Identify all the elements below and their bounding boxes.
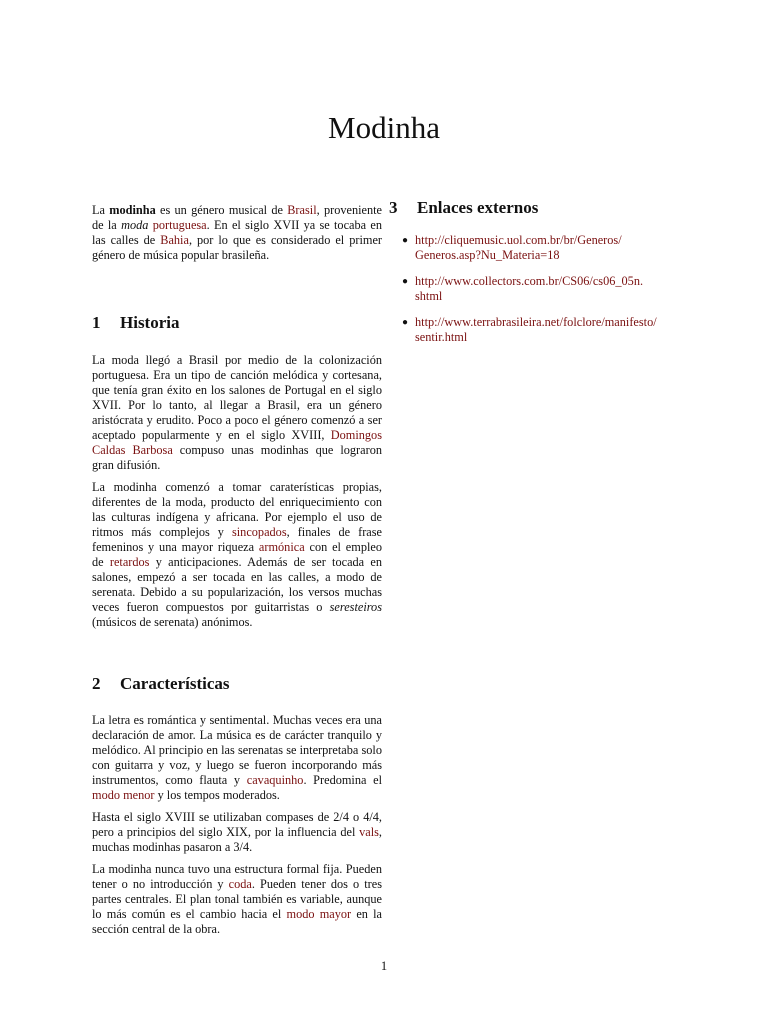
section-title: Características	[120, 674, 230, 693]
bullet-icon: ●	[402, 276, 409, 287]
link-retardos[interactable]: retardos	[109, 555, 150, 569]
list-item	[389, 233, 679, 263]
intro-paragraph	[92, 203, 382, 263]
external-links-list	[389, 233, 679, 345]
section-number: 3	[389, 198, 398, 217]
intro-italic-moda: moda	[121, 218, 149, 232]
link-line: sentir.html	[415, 330, 468, 344]
historia-paragraph-2	[92, 480, 382, 630]
external-link-collectors[interactable]	[415, 274, 643, 303]
link-sincopados[interactable]: sincopados	[231, 525, 287, 539]
external-link-terrabrasileira[interactable]	[415, 315, 657, 344]
caracteristicas-paragraph-2	[92, 810, 382, 855]
list-item	[389, 274, 679, 304]
bullet-icon: ●	[402, 317, 409, 328]
historia-paragraph-1	[92, 353, 382, 473]
link-modo-mayor[interactable]: modo mayor	[286, 907, 352, 921]
paragraph-text: en la sección central de la obra.	[92, 907, 383, 936]
link-brasil[interactable]: Brasil	[287, 203, 317, 217]
paragraph-text: La modinha nunca tuvo una estructura formal fija. Pueden tener o no introducción y	[92, 862, 382, 891]
section-number: 2	[92, 674, 101, 693]
intro-text: , por lo que es considerado el primer género de música popular brasileña.	[92, 233, 382, 262]
bullet-icon: ●	[402, 235, 409, 246]
external-link-cliquemusic[interactable]	[415, 233, 622, 262]
caracteristicas-paragraph-1	[92, 713, 382, 803]
paragraph-text: , muchas modinhas pasaron a 3/4.	[92, 825, 382, 854]
section-heading-enlaces	[389, 200, 679, 215]
list-item	[389, 315, 679, 345]
link-vals[interactable]: vals	[359, 825, 379, 839]
link-bahia[interactable]: Bahia	[160, 233, 189, 247]
link-armonica[interactable]: armónica	[258, 540, 305, 554]
section-heading-caracteristicas	[92, 676, 382, 691]
link-modo-menor[interactable]: modo menor	[92, 788, 155, 802]
intro-text: La	[92, 203, 110, 217]
link-cavaquinho[interactable]: cavaquinho	[246, 773, 304, 787]
caracteristicas-paragraph-3	[92, 862, 382, 937]
paragraph-text: La letra es romántica y sentimental. Muchas veces era una declaración de amor. La música es de carácter tranquilo y melódico. Al principio en las serenatas se interpretaba solo con guitarra y voz, y luego se fueron incorporando más instrumentos, como flauta y	[92, 713, 382, 787]
paragraph-text: , finales de frase femeninos y una mayor riqueza	[92, 525, 382, 554]
link-coda[interactable]: coda	[228, 877, 252, 891]
page-number: 1	[380, 959, 388, 973]
paragraph-text: La moda llegó a Brasil por medio de la colonización portuguesa. Era un tipo de canción melódica y cortesana, que tenía gran éxito en los salones de Portugal en el siglo XVII. Por lo tanto, al llegar a Brasil, era un género aristócrata y erudito. Poco a poco el género comenzó a ser aceptado popularmente y en el siglo XVIII,	[92, 353, 382, 442]
italic-seresteiros: seresteiros	[329, 600, 382, 614]
intro-bold-term: modinha	[109, 203, 156, 217]
section-number: 1	[92, 313, 101, 332]
link-line: http://www.collectors.com.br/CS06/cs06_05n.	[415, 274, 644, 288]
intro-text: es un género musical de	[155, 203, 288, 217]
paragraph-text: . Predomina el	[303, 773, 382, 787]
paragraph-text: (músicos de serenata) anónimos.	[92, 615, 253, 629]
section-title: Enlaces externos	[417, 198, 539, 217]
page-title: Modinha	[328, 110, 440, 145]
left-column	[92, 203, 382, 944]
paragraph-text: Hasta el siglo XVIII se utilizaban compases de 2/4 o 4/4, pero a principios del siglo XIX, por la influencia del	[92, 810, 382, 839]
right-column	[389, 200, 679, 356]
paragraph-text: La modinha comenzó a tomar caraterísticas propias, diferentes de la moda, producto del enriquecimiento con las culturas indígena y africana. Por ejemplo el uso de ritmos más complejos y	[92, 480, 382, 539]
link-domingos-caldas-barbosa[interactable]: Domingos Caldas Barbosa	[92, 428, 382, 457]
paragraph-text: compuso unas modinhas que lograron gran difusión.	[92, 443, 383, 472]
intro-text: . En el siglo XVII ya se tocaba en las calles de	[92, 218, 382, 247]
section-heading-historia	[92, 315, 382, 330]
link-line: http://www.terrabrasileira.net/folclore/manifesto/	[415, 315, 657, 329]
intro-text: , proveniente de la	[92, 203, 383, 232]
paragraph-text: y anticipaciones. Además de ser tocada en salones, empezó a ser tocada en las calles, a modo de serenata. Debido a su popularización, los versos muchas veces fueron compuestos por guitarristas o	[92, 555, 382, 614]
paragraph-text: y los tempos moderados.	[154, 788, 280, 802]
link-line: Generos.asp?Nu_Materia=18	[415, 248, 560, 262]
link-line: shtml	[415, 289, 443, 303]
section-title: Historia	[120, 313, 180, 332]
link-line: http://cliquemusic.uol.com.br/br/Generos/	[415, 233, 622, 247]
paragraph-text: . Pueden tener dos o tres partes centrales. El plan tonal también es variable, aunque lo más común es el cambio hacia el	[92, 877, 382, 921]
link-portuguesa[interactable]: portuguesa	[152, 218, 207, 232]
paragraph-text: con el empleo de	[92, 540, 382, 569]
